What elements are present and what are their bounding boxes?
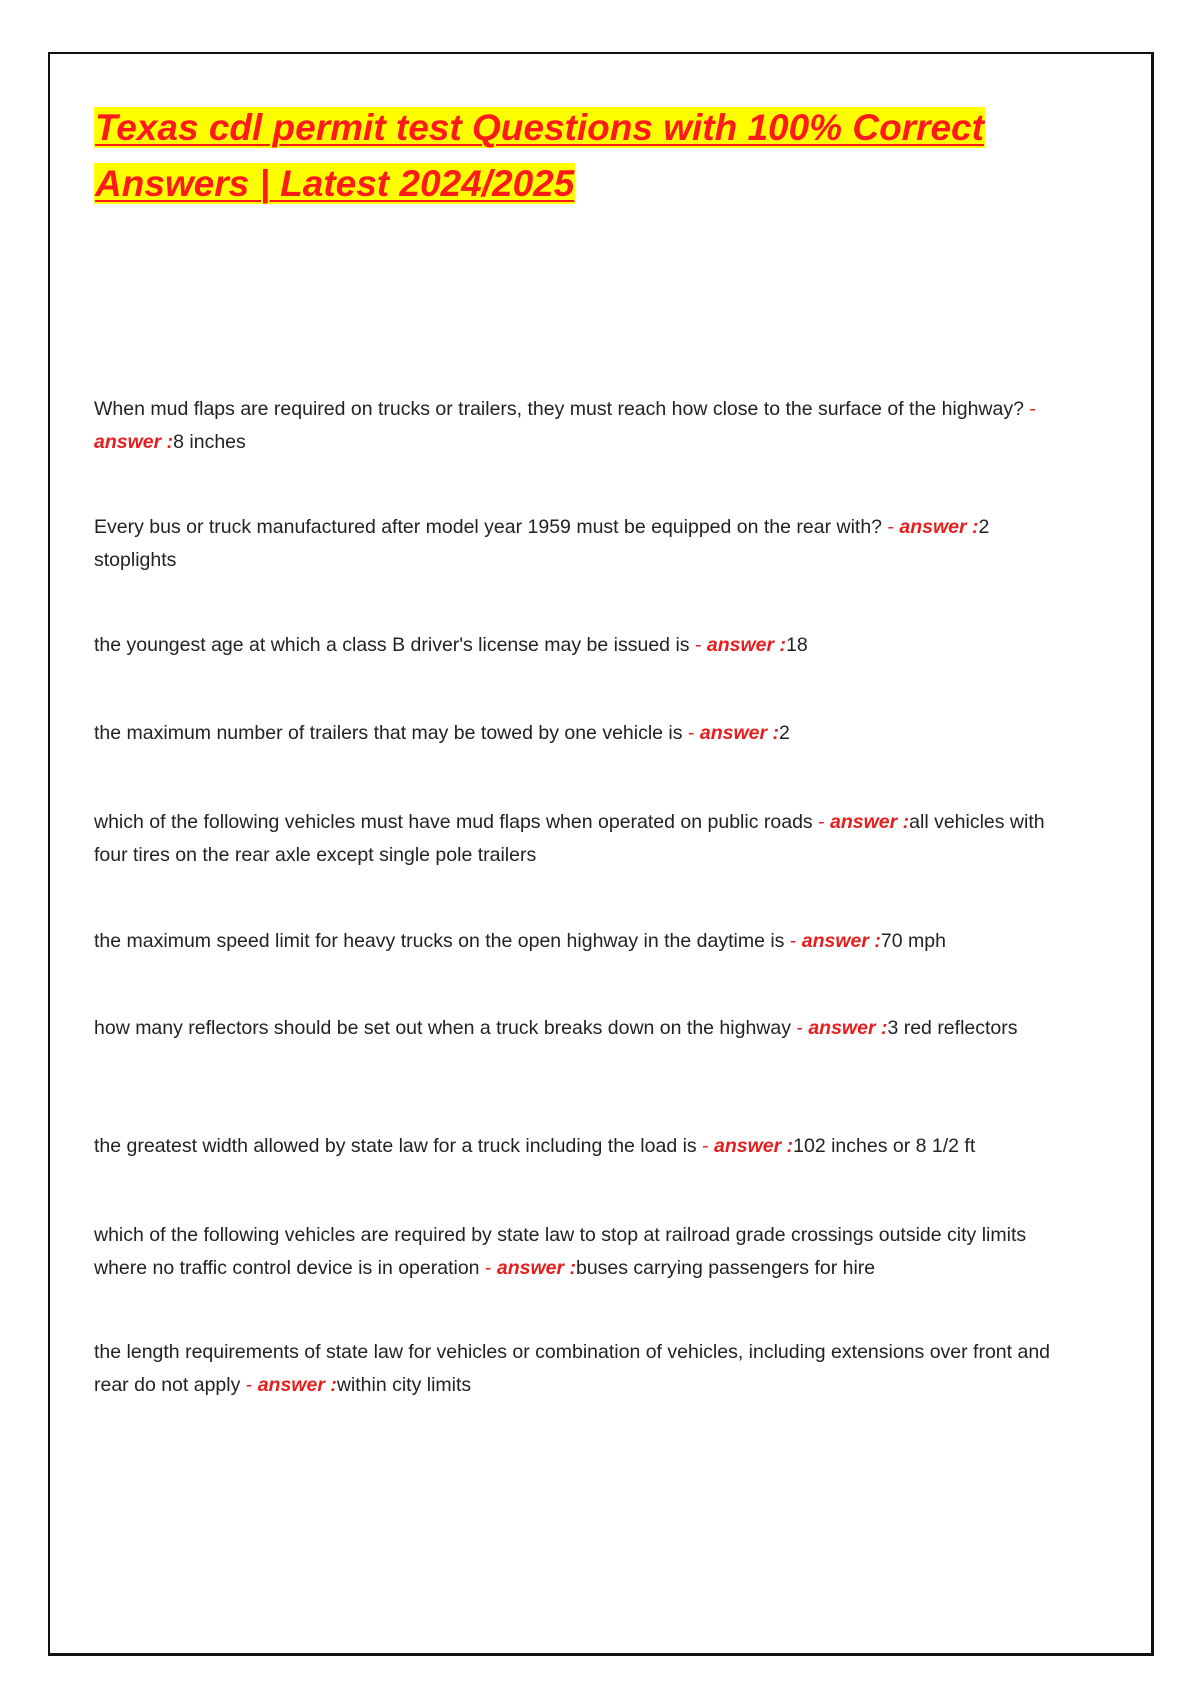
answer-separator: -: [887, 516, 900, 538]
question-text: the maximum speed limit for heavy trucks on the open highway in the daytime is: [94, 930, 785, 952]
qa-item-4: [94, 717, 1064, 750]
answer-separator: -: [796, 1017, 809, 1039]
answer-label: answer :: [706, 634, 786, 656]
answer-label: answer :: [257, 1373, 337, 1396]
answer-text: 70 mph: [880, 930, 946, 952]
qa-item-2: [94, 511, 1064, 576]
question-text: the maximum number of trailers that may be towed by one vehicle is: [94, 722, 683, 744]
question-text: the youngest age at which a class B driver's license may be issued is: [94, 634, 690, 656]
answer-text: buses carrying passengers for hire: [575, 1256, 876, 1279]
qa-item-8: [94, 1130, 1064, 1163]
answer-text: 18: [786, 634, 808, 656]
answer-text: 8 inches: [173, 430, 246, 453]
answer-label: answer :: [94, 430, 174, 453]
qa-item-10: [94, 1336, 1064, 1401]
answer-separator: -: [484, 1256, 497, 1279]
qa-item-9: [94, 1219, 1064, 1284]
document-title: [94, 100, 994, 212]
question-text: which of the following vehicles must have mud flaps when operated on public roads: [94, 811, 813, 833]
question-text: the greatest width allowed by state law for a truck including the load is: [94, 1135, 697, 1157]
answer-separator: -: [702, 1135, 715, 1157]
answer-text: 2 stoplights: [94, 516, 990, 571]
qa-item-1: [94, 393, 1064, 458]
answer-separator: -: [694, 634, 707, 656]
answer-separator: -: [789, 930, 802, 952]
answer-text: within city limits: [336, 1373, 472, 1396]
qa-item-3: [94, 629, 1064, 662]
qa-item-5: [94, 806, 1064, 871]
question-text: which of the following vehicles are required by state law to stop at railroad grade crossings outside city limits where no traffic control device is in operation: [94, 1224, 1027, 1279]
qa-item-7: [94, 1012, 1064, 1045]
answer-text: all vehicles with four tires on the rear axle except single pole trailers: [94, 811, 1045, 866]
answer-label: answer :: [830, 811, 910, 833]
answer-separator: -: [1029, 398, 1036, 420]
answer-separator: -: [687, 722, 700, 744]
qa-item-6: [94, 925, 1064, 958]
answer-label: answer :: [496, 1256, 576, 1279]
answer-separator: -: [818, 811, 831, 833]
question-text: When mud flaps are required on trucks or trailers, they must reach how close to the surface of the highway?: [94, 398, 1024, 420]
answer-label: answer :: [808, 1017, 888, 1039]
answer-label: answer :: [714, 1135, 794, 1157]
answer-text: 102 inches or 8 1/2 ft: [793, 1135, 976, 1157]
document-title-text: Texas cdl permit test Questions with 100% Correct Answers | Latest 2024/2025: [95, 107, 984, 204]
answer-label: answer :: [899, 516, 979, 538]
answer-label: answer :: [801, 930, 881, 952]
answer-text: 3 red reflectors: [887, 1017, 1018, 1039]
answer-text: 2: [778, 722, 790, 744]
answer-separator: -: [245, 1373, 258, 1396]
question-text: how many reflectors should be set out when a truck breaks down on the highway: [94, 1017, 791, 1039]
answer-label: answer :: [699, 722, 779, 744]
question-text: Every bus or truck manufactured after model year 1959 must be equipped on the rear with?: [94, 516, 883, 538]
question-text: the length requirements of state law for vehicles or combination of vehicles, including extensions over front and rear do not apply: [94, 1341, 1051, 1396]
